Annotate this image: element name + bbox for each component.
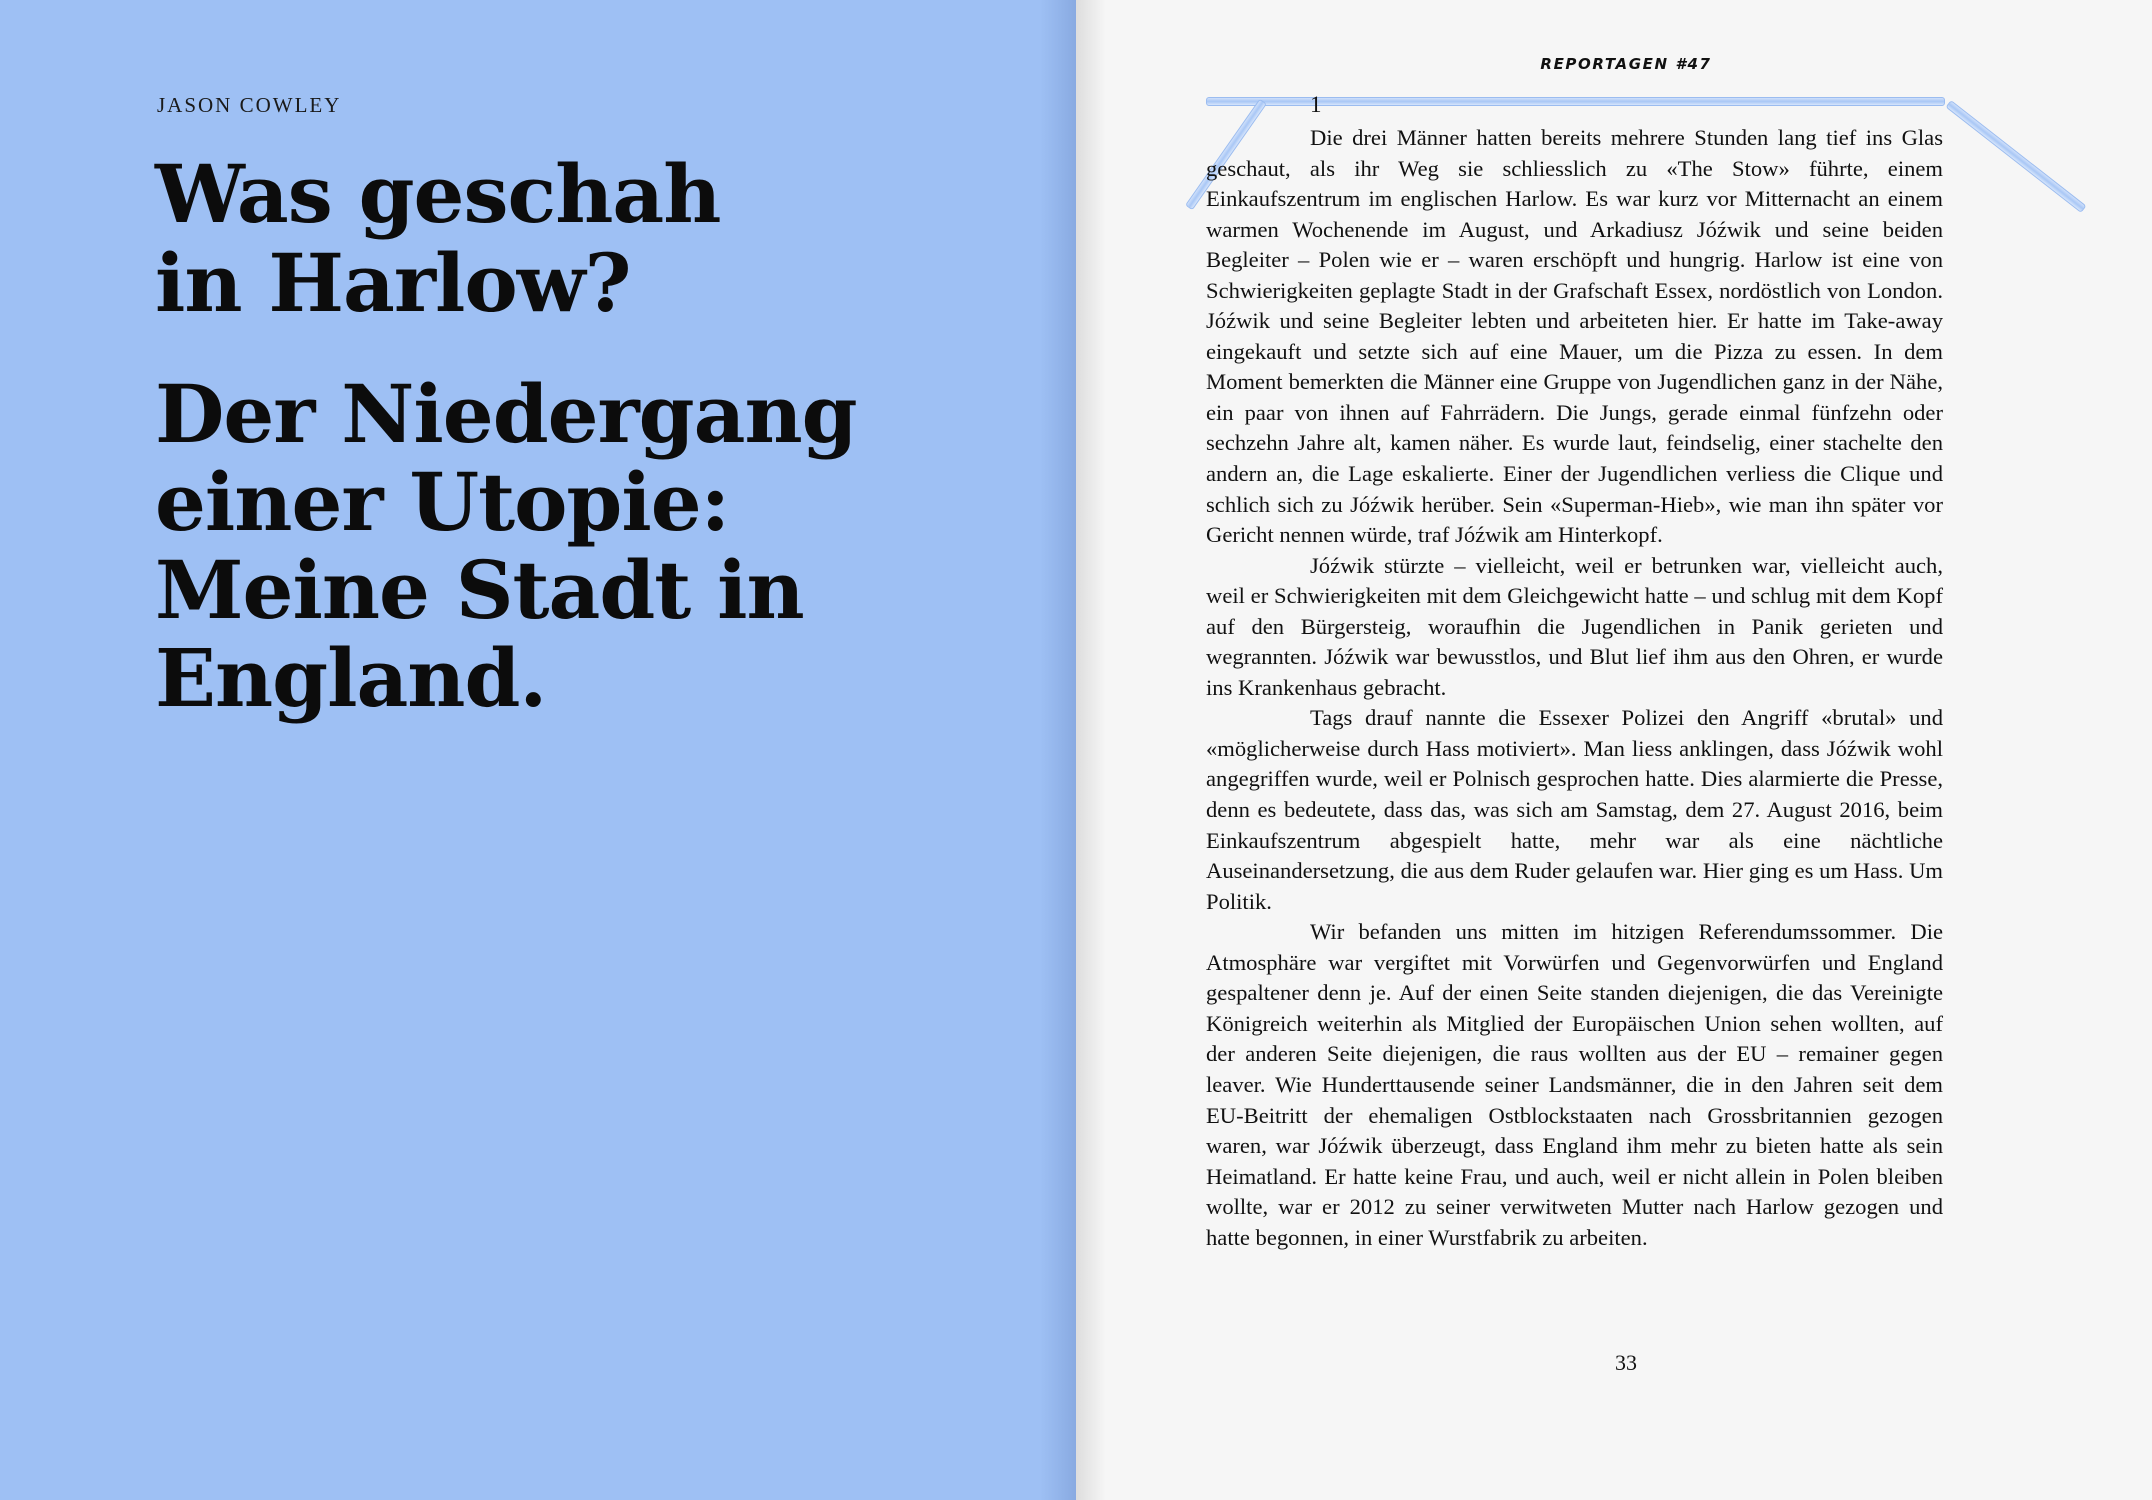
paragraph: Tags drauf nannte die Essexer Polizei den Angriff «brutal» und «möglicherweise durch Hass motiviert». Man liess anklingen, dass Jóźwik wohl angegriffen wurde, weil er Polnisch gesprochen hatte. Dies alarmierte die Presse, denn es bedeutete, dass das, was sich am Samstag, dem 27. August 2016, beim Einkaufszentrum abgespielt hatte, mehr war als eine nächtliche Auseinandersetzung, die aus dem Ruder gelaufen war. Hier ging es um Hass. Um Politik. [1206,705,1943,914]
decorative-bracket-right [1945,100,2086,213]
section-number: 1 [1310,92,1322,117]
paragraph: Jóźwik stürzte – vielleicht, weil er betrunken war, vielleicht auch, weil er Schwierigkeiten mit dem Gleichgewicht hatte – und schlug mit dem Kopf auf den Bürgersteig, woraufhin die Jugendlichen in Panik gerieten und wegrannten. Jóźwik war bewusstlos, und Blut lief ihm aus den Ohren, er wurde ins Krankenhaus gebracht. [1206,552,1943,700]
paragraph: Die drei Männer hatten bereits mehrere Stunden lang tief ins Glas geschaut, als ihr Weg sie schliesslich zu «The Stow» führte, einem Einkaufszentrum im englischen Harlow. Es war kurz vor Mitternacht an einem warmen Wochenende im August, und Arkadiusz Jóźwik und seine beiden Begleiter – Polen wie er – waren erschöpft und hungrig. Harlow ist eine von Schwierigkeiten geplagte Stadt in der Grafschaft Essex, nordöstlich von London. Jóźwik und seine Begleiter lebten und arbeiteten hier. Er hatte im Take-away eingekauft und setzte sich auf eine Mauer, um die Pizza zu essen. In dem Moment bemerkten die Männer eine Gruppe von Jugendlichen ganz in der Nähe, ein paar von ihnen auf Fahrrädern. Die Jungs, gerade einmal fünfzehn oder sechzehn Jahre alt, kamen näher. Es wurde laut, feindselig, einer stachelte den andern an, die Lage eskalierte. Einer der Jugendlichen verliess die Clique und schlich sich zu Jóźwik herüber. Sein «Superman-Hieb», wie man ihn später vor Gericht nennen würde, traf Jóźwik am Hinterkopf. [1206,125,1943,548]
running-head: REPORTAGEN #47 [1540,55,1712,73]
article-body [1206,123,1943,1253]
article-title [155,147,1015,330]
article-subtitle [155,367,1015,725]
title-block [155,147,1015,725]
right-page [1076,0,2152,1500]
paragraph: Wir befanden uns mitten im hitzigen Referendumssommer. Die Atmosphäre war vergiftet mit Vorwürfen und Gegenvorwürfen und England gespaltener denn je. Auf der einen Seite standen diejenigen, die das Vereinigte Königreich weiterhin als Mitglied der Europäischen Union sehen wollten, auf der anderen Seite diejenigen, die raus wollten aus der EU – remainer gegen leaver. Wie Hunderttausende seiner Landsmänner, die in den Jahren seit dem EU-Beitritt der ehemaligen Ostblockstaaten nach Grossbritannien gezogen waren, war Jóźwik überzeugt, dass England ihm mehr zu bieten hatte als sein Heimatland. Er hatte keine Frau, und auch, weil er nicht allein in Polen bleiben wollte, war er 2012 zu seiner verwitweten Mutter nach Harlow gezogen und hatte begonnen, in einer Wurstfabrik zu arbeiten. [1206,919,1943,1250]
author-name: JASON COWLEY [157,93,342,117]
subtitle-line: Meine Stadt in [155,543,804,637]
subtitle-line: Der Niedergang [155,367,857,461]
title-line: in Harlow? [155,236,631,330]
page-number: 33 [1615,1350,1637,1375]
title-line: Was geschah [155,147,721,241]
subtitle-line: einer Utopie: [155,455,730,549]
subtitle-line: England. [155,631,547,725]
